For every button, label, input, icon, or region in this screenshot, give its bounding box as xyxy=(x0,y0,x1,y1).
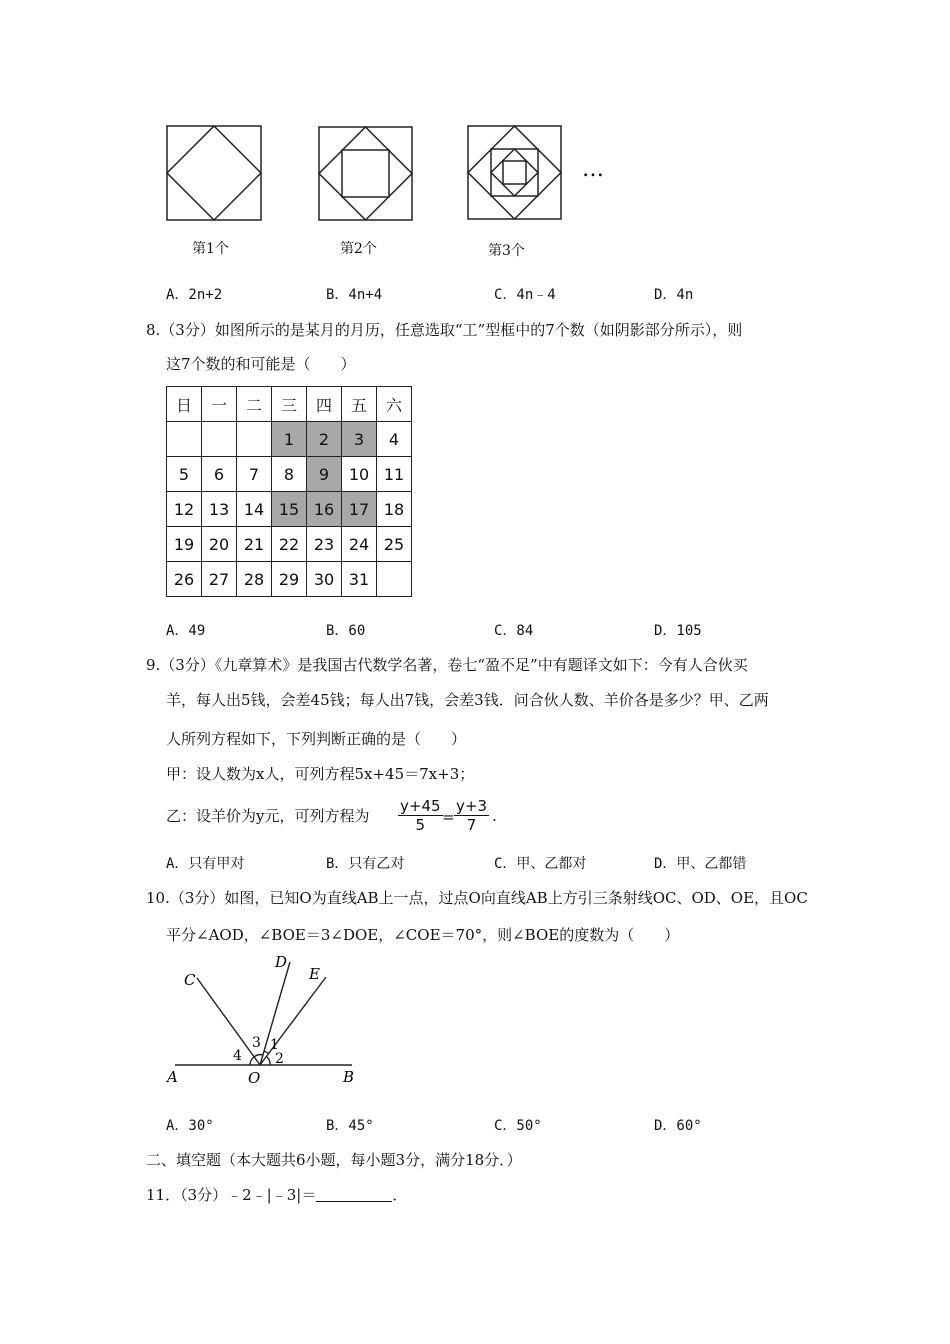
calendar-cell: 21 xyxy=(237,527,272,562)
calendar-cell: 25 xyxy=(377,527,412,562)
q7-option-b[interactable]: B．4n+4 xyxy=(326,287,383,303)
calendar-cell: 26 xyxy=(167,562,202,597)
q9-option-d[interactable]: D．甲、乙都错 xyxy=(654,856,747,872)
q8-option-c[interactable]: C．84 xyxy=(494,623,534,639)
q9-option-a[interactable]: A．只有甲对 xyxy=(166,856,245,872)
calendar-row xyxy=(167,422,412,457)
calendar-cell: 1 xyxy=(272,422,307,457)
q8-option-b[interactable]: B．60 xyxy=(326,623,366,639)
calendar-cell: 19 xyxy=(167,527,202,562)
q9-yi-prefix: 乙：设羊价为y元，可列方程为 xyxy=(166,807,370,825)
figure-caption-3: 第3个 xyxy=(488,243,525,259)
calendar-cell: 18 xyxy=(377,492,412,527)
label-a: A xyxy=(167,1068,178,1086)
calendar-cell: 20 xyxy=(202,527,237,562)
calendar-cell: 27 xyxy=(202,562,237,597)
label-angle-4: 4 xyxy=(233,1048,242,1064)
angle-figure xyxy=(160,950,370,1090)
calendar-cell: 15 xyxy=(272,492,307,527)
calendar-cell: 29 xyxy=(272,562,307,597)
calendar-cell: 14 xyxy=(237,492,272,527)
calendar-cell: 4 xyxy=(377,422,412,457)
q9-option-c[interactable]: C．甲、乙都对 xyxy=(494,856,587,872)
calendar-cell: 6 xyxy=(202,457,237,492)
angle-arc-4 xyxy=(250,1057,254,1065)
label-o: O xyxy=(248,1069,261,1087)
q9-fraction-2-denominator: 7 xyxy=(466,816,477,834)
q9-fraction-1 xyxy=(398,797,443,834)
q11-text: 11．（3分）﹣2﹣|﹣3|＝ xyxy=(146,1186,317,1204)
calendar-cell: 17 xyxy=(342,492,377,527)
calendar-cell: 2 xyxy=(307,422,342,457)
q9-stem-line1: 9.（3分）《九章算术》是我国古代数学名著，卷七“盈不足”中有题译文如下：今有人合伙买 xyxy=(146,656,748,674)
calendar-row xyxy=(167,527,412,562)
q7-option-d[interactable]: D．4n xyxy=(654,287,694,303)
square-figure-1 xyxy=(167,126,261,220)
q8-option-a[interactable]: A．49 xyxy=(166,623,206,639)
q10-option-d[interactable]: D．60° xyxy=(654,1118,702,1134)
q9-stem-line2: 羊，每人出5钱，会差45钱；每人出7钱，会差3钱．问合伙人数、羊价各是多少？甲、乙两 xyxy=(166,691,769,709)
calendar-cell: 24 xyxy=(342,527,377,562)
q9-fraction-1-denominator: 5 xyxy=(415,816,426,834)
q8-option-d[interactable]: D．105 xyxy=(654,623,702,639)
label-angle-3: 3 xyxy=(252,1035,261,1051)
q11-question xyxy=(146,1185,407,1205)
calendar-cell: 31 xyxy=(342,562,377,597)
angle-arc-2 xyxy=(267,1057,270,1065)
calendar-cell: 30 xyxy=(307,562,342,597)
q9-fraction-2-numerator: y+3 xyxy=(456,797,487,815)
calendar-cell: 11 xyxy=(377,457,412,492)
calendar-cell: 28 xyxy=(237,562,272,597)
calendar-cell xyxy=(167,422,202,457)
nested-squares-figure xyxy=(160,120,600,230)
q9-stem-line3: 人所列方程如下，下列判断正确的是（ ） xyxy=(166,730,467,748)
calendar-row xyxy=(167,457,412,492)
calendar-cell xyxy=(237,422,272,457)
figure-caption-1: 第1个 xyxy=(192,241,229,257)
label-d: D xyxy=(275,953,288,971)
q10-stem-line2: 平分∠AOD，∠BOE＝3∠DOE，∠COE＝70°，则∠BOE的度数为（ ） xyxy=(166,926,680,944)
square-figure-3 xyxy=(468,126,561,219)
label-c: C xyxy=(184,971,196,989)
q9-option-b[interactable]: B．只有乙对 xyxy=(326,856,405,872)
calendar-cell: 8 xyxy=(272,457,307,492)
calendar-row xyxy=(167,492,412,527)
angle-arc-1 xyxy=(264,1051,269,1054)
calendar-cell: 5 xyxy=(167,457,202,492)
section-fill-blank-heading: 二、填空题（本大题共6小题，每小题3分，满分18分．） xyxy=(146,1151,522,1169)
calendar-cell: 7 xyxy=(237,457,272,492)
figure-caption-2: 第2个 xyxy=(340,241,377,257)
q11-suffix: ． xyxy=(392,1186,408,1204)
q9-yi-suffix: . xyxy=(492,807,497,825)
angle-arc-3 xyxy=(254,1055,263,1057)
calendar-cell: 9 xyxy=(307,457,342,492)
calendar-cell: 12 xyxy=(167,492,202,527)
label-angle-2: 2 xyxy=(275,1051,284,1067)
calendar-cell xyxy=(202,422,237,457)
calendar-header-cell: 四 xyxy=(307,387,342,422)
q7-option-a[interactable]: A．2n+2 xyxy=(166,287,223,303)
calendar-header-cell: 三 xyxy=(272,387,307,422)
q11-answer-blank[interactable] xyxy=(316,1187,392,1202)
q9-equals-sign: = xyxy=(442,808,455,826)
label-e: E xyxy=(309,965,320,983)
square-figure-2 xyxy=(319,127,412,220)
calendar-cell: 3 xyxy=(342,422,377,457)
q9-fraction-1-numerator: y+45 xyxy=(400,797,441,815)
calendar-table xyxy=(166,386,412,597)
ray-oc xyxy=(197,978,260,1065)
q10-option-c[interactable]: C．50° xyxy=(494,1118,542,1134)
q10-option-b[interactable]: B．45° xyxy=(326,1118,374,1134)
q9-fraction-2 xyxy=(454,797,489,834)
q8-stem-line1: 8.（3分）如图所示的是某月的月历，任意选取“工”型框中的7个数（如阴影部分所示），则 xyxy=(146,321,743,339)
calendar-header-cell: 六 xyxy=(377,387,412,422)
q10-option-a[interactable]: A．30° xyxy=(166,1118,214,1134)
calendar-cell xyxy=(377,562,412,597)
calendar-header-cell: 五 xyxy=(342,387,377,422)
calendar-cell: 16 xyxy=(307,492,342,527)
calendar-cell: 13 xyxy=(202,492,237,527)
label-b: B xyxy=(343,1068,355,1086)
calendar-header-row xyxy=(167,387,412,422)
label-angle-1: 1 xyxy=(270,1037,279,1053)
calendar-cell: 10 xyxy=(342,457,377,492)
q7-option-c[interactable]: C．4n﹣4 xyxy=(494,287,556,303)
calendar-header-cell: 一 xyxy=(202,387,237,422)
figure-ellipsis: … xyxy=(582,157,605,182)
q8-stem-line2: 这7个数的和可能是（ ） xyxy=(166,355,356,373)
calendar-row xyxy=(167,562,412,597)
q9-jia-equation: 甲：设人数为x人，可列方程5x+45＝7x+3； xyxy=(166,765,475,783)
calendar-header-cell: 二 xyxy=(237,387,272,422)
calendar-header-cell: 日 xyxy=(167,387,202,422)
calendar-cell: 23 xyxy=(307,527,342,562)
q10-stem-line1: 10.（3分）如图，已知O为直线AB上一点，过点O向直线AB上方引三条射线OC、OD、OE，且OC xyxy=(146,889,808,907)
calendar-cell: 22 xyxy=(272,527,307,562)
